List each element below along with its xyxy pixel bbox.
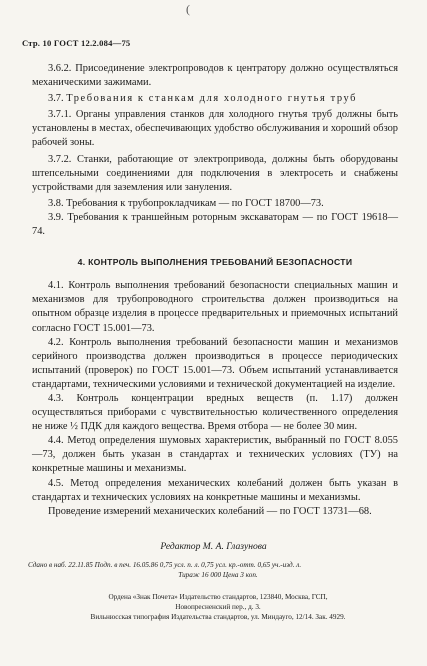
- paragraph-3-8: 3.8. Требования к трубопрокладчикам — по ГОСТ 18700—73.: [48, 197, 324, 209]
- paragraph-3-7-number: 3.7.: [48, 93, 67, 105]
- imprint: [28, 560, 408, 580]
- scan-mark: (: [186, 2, 190, 16]
- paragraph-4-5: 4.5. Метод определения механических колебаний должен быть указан в стандартах и технических условиях на конкретные машины и механизмы.: [32, 477, 398, 503]
- paragraph-4-4: 4.4. Метод определения шумовых характеристик, выбранный по ГОСТ 8.055—73, должен быть указан в стандартах и технических условиях (ТУ) на конкретные машины и механизмы.: [32, 435, 398, 475]
- paragraph-4-3: 4.3. Контроль концентрации вредных веществ (п. 1.17) должен осуществляться приборами с чувствительностью количественного определения не ниже ½ ПДК для каждого вещества. Время отбора — не более 30 мин.: [32, 392, 398, 433]
- editor-credit: Редактор М. А. Глазунова: [160, 541, 267, 552]
- publisher-line-2: Новопресненский пер., д. 3.: [175, 603, 261, 612]
- section-4-title: 4. КОНТРОЛЬ ВЫПОЛНЕНИЯ ТРЕБОВАНИЙ БЕЗОПАСНОСТИ: [77, 257, 353, 268]
- paragraph-3-9: 3.9. Требования к траншейным роторным экскаваторам — по ГОСТ 19618—74.: [32, 211, 398, 238]
- imprint-line-2: Тираж 16 000 Цена 3 коп.: [178, 571, 258, 580]
- printer-line: Вильнюсская типография Издательства стандартов, ул. Миндауго, 12/14. Зак. 4929.: [90, 613, 346, 622]
- body-text: [32, 62, 398, 519]
- publisher-line-1: Ордена «Знак Почета» Издательство стандартов, 123840, Москва, ГСП,: [108, 593, 328, 601]
- paragraph-3-7-heading: Требования к станкам для холодного гнутья труб: [66, 93, 358, 105]
- paragraph-3-6-2: 3.6.2. Присоединение электропроводов к центратору должно осуществляться механическими зажимами.: [32, 63, 398, 89]
- paragraph-3-7-1: 3.7.1. Органы управления станков для холодного гнутья труб должны быть установлены в местах, обеспечивающих удобство обслуживания и хороший обзор рабочей зоны.: [32, 109, 398, 149]
- paragraph-4-2: 4.2. Контроль выполнения требований безопасности машин и механизмов серийного производства должен производиться в процессе периодических испытаний (проверок) по ГОСТ 15.001—73. Объем испытаний устанавливается стандартами, техническими условиями и технической документацией на изделие.: [32, 336, 398, 390]
- paragraph-3-7-2: 3.7.2. Станки, работающие от электропривода, должны быть оборудованы штепсельными соединениями для подключения в электросеть и снабжены устройствами для заземления или зануления.: [32, 153, 398, 193]
- imprint-line-1: Сдано в наб. 22.11.85 Подп. в печ. 16.05.86 0,75 усл. п. л. 0,75 усл. кр.-отт. 0,65 уч.-изд. л.: [28, 561, 302, 569]
- paragraph-3-7-title: [32, 92, 398, 106]
- paragraph-4-1: 4.1. Контроль выполнения требований безопасности специальных машин и механизмов для трубопроводного строительства должен производиться на опытном образце изделия в процессе предварительных и приемочных испытаний согласно ГОСТ 15.001—73.: [32, 280, 398, 334]
- publisher-info: [28, 592, 408, 623]
- paragraph-4-6: Проведение измерений механических колебаний — по ГОСТ 13731—68.: [48, 505, 372, 517]
- page-header: Стр. 10 ГОСТ 12.2.084—75: [22, 38, 131, 48]
